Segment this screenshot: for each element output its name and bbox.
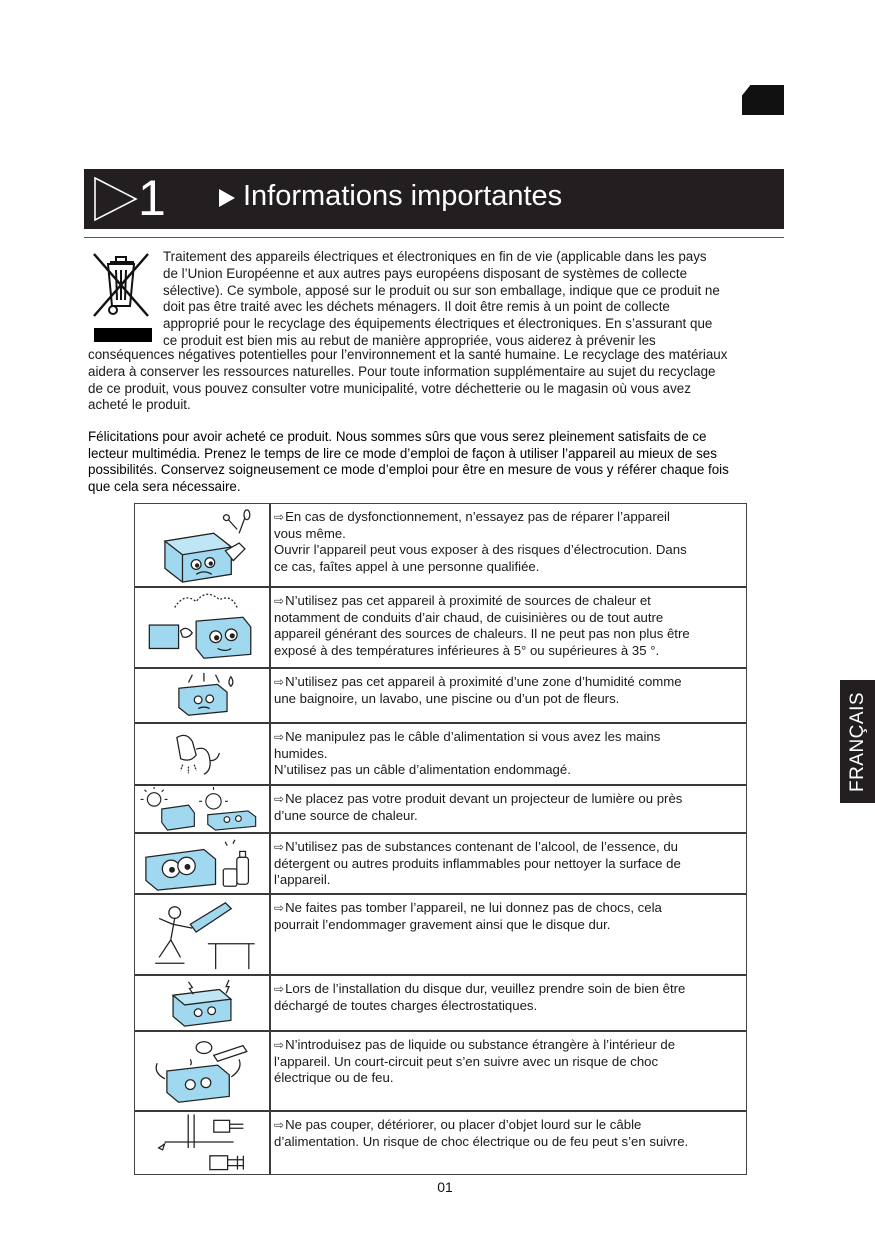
text-segment: N’introduisez pas de liquide ou substance étrangère à l’intérieur de — [285, 1037, 676, 1052]
liquid-foreign-object-illustration — [135, 1032, 271, 1110]
text-line: de ce produit, vous pouvez consulter votre municipalité, votre déchetterie ou le magasin où vous avez — [88, 380, 691, 396]
title-triangle-icon — [219, 189, 235, 207]
corner-tab-marker — [742, 85, 784, 115]
text-line: doit pas être traité avec les déchets ménagers. Il doit être remis à un point de collecte — [163, 299, 670, 315]
text-line: ce produit est bien mis au rebut de manière appropriée, vous aiderez à prévenir les — [163, 332, 656, 348]
safety-text — [271, 834, 746, 893]
hollow-right-arrow-icon: ⇨ — [274, 594, 285, 608]
crossed-out-wheelie-bin-icon — [88, 250, 154, 320]
text-line — [274, 791, 740, 808]
text-line — [274, 1117, 740, 1134]
header-divider — [84, 237, 784, 238]
text-line: aidera à conserver les ressources naturelles. Pour toute information supplémentaire au sujet du recyclage — [88, 363, 716, 379]
text-line: humides. — [274, 745, 328, 761]
text-line: ce cas, faîtes appel à une personne qualifiée. — [274, 558, 540, 574]
safety-row — [135, 834, 746, 895]
text-line: N’utilisez pas un câble d’alimentation endommagé. — [274, 762, 571, 778]
text-line: d’alimentation. Un risque de choc électrique ou de feu peut s’en suivre. — [274, 1133, 689, 1149]
safety-row — [135, 786, 746, 834]
text-line: exposé à des températures inférieures à 5° ou supérieures à 35 °. — [274, 642, 660, 658]
text-line: l’appareil. Un court-circuit peut s’en suivre avec un risque de choc — [274, 1053, 659, 1069]
humidity-illustration — [135, 669, 271, 722]
language-side-tab — [840, 680, 875, 803]
text-line — [274, 1037, 740, 1054]
safety-row — [135, 669, 746, 724]
hollow-right-arrow-icon: ⇨ — [274, 792, 285, 806]
text-segment: N’utilisez pas cet appareil à proximité de sources de chaleur et — [285, 593, 651, 608]
hollow-right-arrow-icon: ⇨ — [274, 675, 285, 689]
text-line — [274, 593, 740, 610]
hollow-right-arrow-icon: ⇨ — [274, 510, 285, 524]
heat-source-illustration — [135, 588, 271, 667]
text-line — [274, 729, 740, 746]
chapter-arrow-icon — [92, 175, 140, 223]
text-line: pourrait l’endommager gravement ainsi que le disque dur. — [274, 916, 611, 932]
text-segment: Ne manipulez pas le câble d’alimentation si vous avez les mains — [285, 729, 661, 744]
hollow-right-arrow-icon: ⇨ — [274, 1038, 285, 1052]
safety-text — [271, 504, 746, 586]
text-line: l’appareil. — [274, 872, 331, 888]
chapter-header — [84, 169, 784, 229]
text-line: sélective). Ce symbole, apposé sur le produit ou sur son emballage, indique que ce produit ne — [163, 282, 720, 298]
congratulations-paragraph — [88, 429, 794, 495]
safety-row — [135, 1112, 746, 1174]
text-line: déchargé de toutes charges électrostatiques. — [274, 997, 538, 1013]
safety-text — [271, 976, 746, 1030]
hollow-right-arrow-icon: ⇨ — [274, 982, 285, 996]
text-line — [274, 674, 740, 691]
text-line: lecteur multimédia. Prenez le temps de lire ce mode d’emploi de façon à utiliser l’appareil au mieux de ses — [88, 445, 717, 461]
chapter-number: 1 — [138, 170, 166, 226]
safety-text — [271, 1032, 746, 1110]
text-line — [274, 839, 740, 856]
text-line — [274, 900, 740, 917]
safety-instructions-table — [134, 503, 747, 1175]
hollow-right-arrow-icon: ⇨ — [274, 840, 285, 854]
safety-row — [135, 504, 746, 588]
text-line: Traitement des appareils électriques et électroniques en fin de vie (applicable dans les pays — [163, 249, 707, 264]
text-segment: En cas de dysfonctionnement, n’essayez pas de réparer l’appareil — [285, 509, 670, 524]
damaged-cable-plug-illustration — [135, 1112, 271, 1174]
text-line — [274, 981, 740, 998]
weee-black-bar — [94, 328, 152, 342]
text-segment: Lors de l’installation du disque dur, veuillez prendre soin de bien être — [285, 981, 686, 996]
text-line — [274, 509, 740, 526]
text-segment: Ne pas couper, détériorer, ou placer d’objet lourd sur le câble — [285, 1117, 642, 1132]
text-line: conséquences négatives potentielles pour l’environnement et la santé humaine. Le recyclage des matériaux — [88, 347, 728, 362]
text-segment: Ne faites pas tomber l’appareil, ne lui donnez pas de chocs, cela — [285, 900, 662, 915]
repair-tools-device-illustration — [135, 504, 271, 586]
text-line: d’une source de chaleur. — [274, 807, 418, 823]
safety-row — [135, 588, 746, 669]
text-segment: N’utilisez pas cet appareil à proximité d’une zone d’humidité comme — [285, 674, 682, 689]
text-line: notamment de conduits d’air chaud, de cuisinières ou de tout autre — [274, 609, 664, 625]
safety-row — [135, 895, 746, 976]
text-segment: N’utilisez pas de substances contenant de l’alcool, de l’essence, du — [285, 839, 678, 854]
falling-device-illustration — [135, 895, 271, 974]
safety-text — [271, 588, 746, 667]
hollow-right-arrow-icon: ⇨ — [274, 730, 285, 744]
text-line: détergent ou autres produits inflammables pour nettoyer la surface de — [274, 855, 681, 871]
safety-text — [271, 1112, 746, 1174]
text-line: électrique ou de feu. — [274, 1070, 394, 1086]
safety-text — [271, 724, 746, 784]
chemicals-illustration — [135, 834, 271, 893]
text-line: que cela sera nécessaire. — [88, 478, 241, 494]
text-line: acheté le produit. — [88, 397, 191, 413]
hollow-right-arrow-icon: ⇨ — [274, 901, 285, 915]
text-line: de l’Union Européenne et aux autres pays européens disposant de systèmes de collecte — [163, 265, 688, 281]
text-line: une baignoire, un lavabo, une piscine ou d’un pot de fleurs. — [274, 690, 620, 706]
text-line: possibilités. Conservez soigneusement ce mode d’emploi pour être en mesure de vous y référer chaque fois — [88, 462, 729, 478]
page-title: Informations importantes — [243, 180, 563, 212]
page-number: 01 — [437, 1179, 453, 1195]
text-line: appareil générant des sources de chaleurs. Il ne peut pas non plus être — [274, 626, 690, 642]
wet-hands-cable-illustration — [135, 724, 271, 784]
sun-projector-illustration — [135, 786, 271, 832]
text-line: Félicitations pour avoir acheté ce produit. Nous sommes sûrs que vous serez pleinement satisfaits de ce — [88, 429, 707, 444]
safety-text — [271, 895, 746, 974]
language-label: FRANÇAIS — [846, 691, 868, 792]
safety-row — [135, 976, 746, 1032]
weee-paragraph-indented — [163, 249, 793, 350]
text-line: vous même. — [274, 525, 346, 541]
safety-row — [135, 1032, 746, 1112]
safety-row — [135, 724, 746, 786]
static-discharge-illustration — [135, 976, 271, 1030]
text-line: approprié pour le recyclage des équipements électriques et électroniques. En s’assurant que — [163, 316, 713, 332]
text-segment: Ne placez pas votre produit devant un projecteur de lumière ou près — [285, 791, 683, 806]
hollow-right-arrow-icon: ⇨ — [274, 1118, 285, 1132]
weee-paragraph-full — [88, 347, 794, 414]
safety-text — [271, 786, 746, 832]
text-line: Ouvrir l’appareil peut vous exposer à des risques d’électrocution. Dans — [274, 542, 687, 558]
safety-text — [271, 669, 746, 722]
